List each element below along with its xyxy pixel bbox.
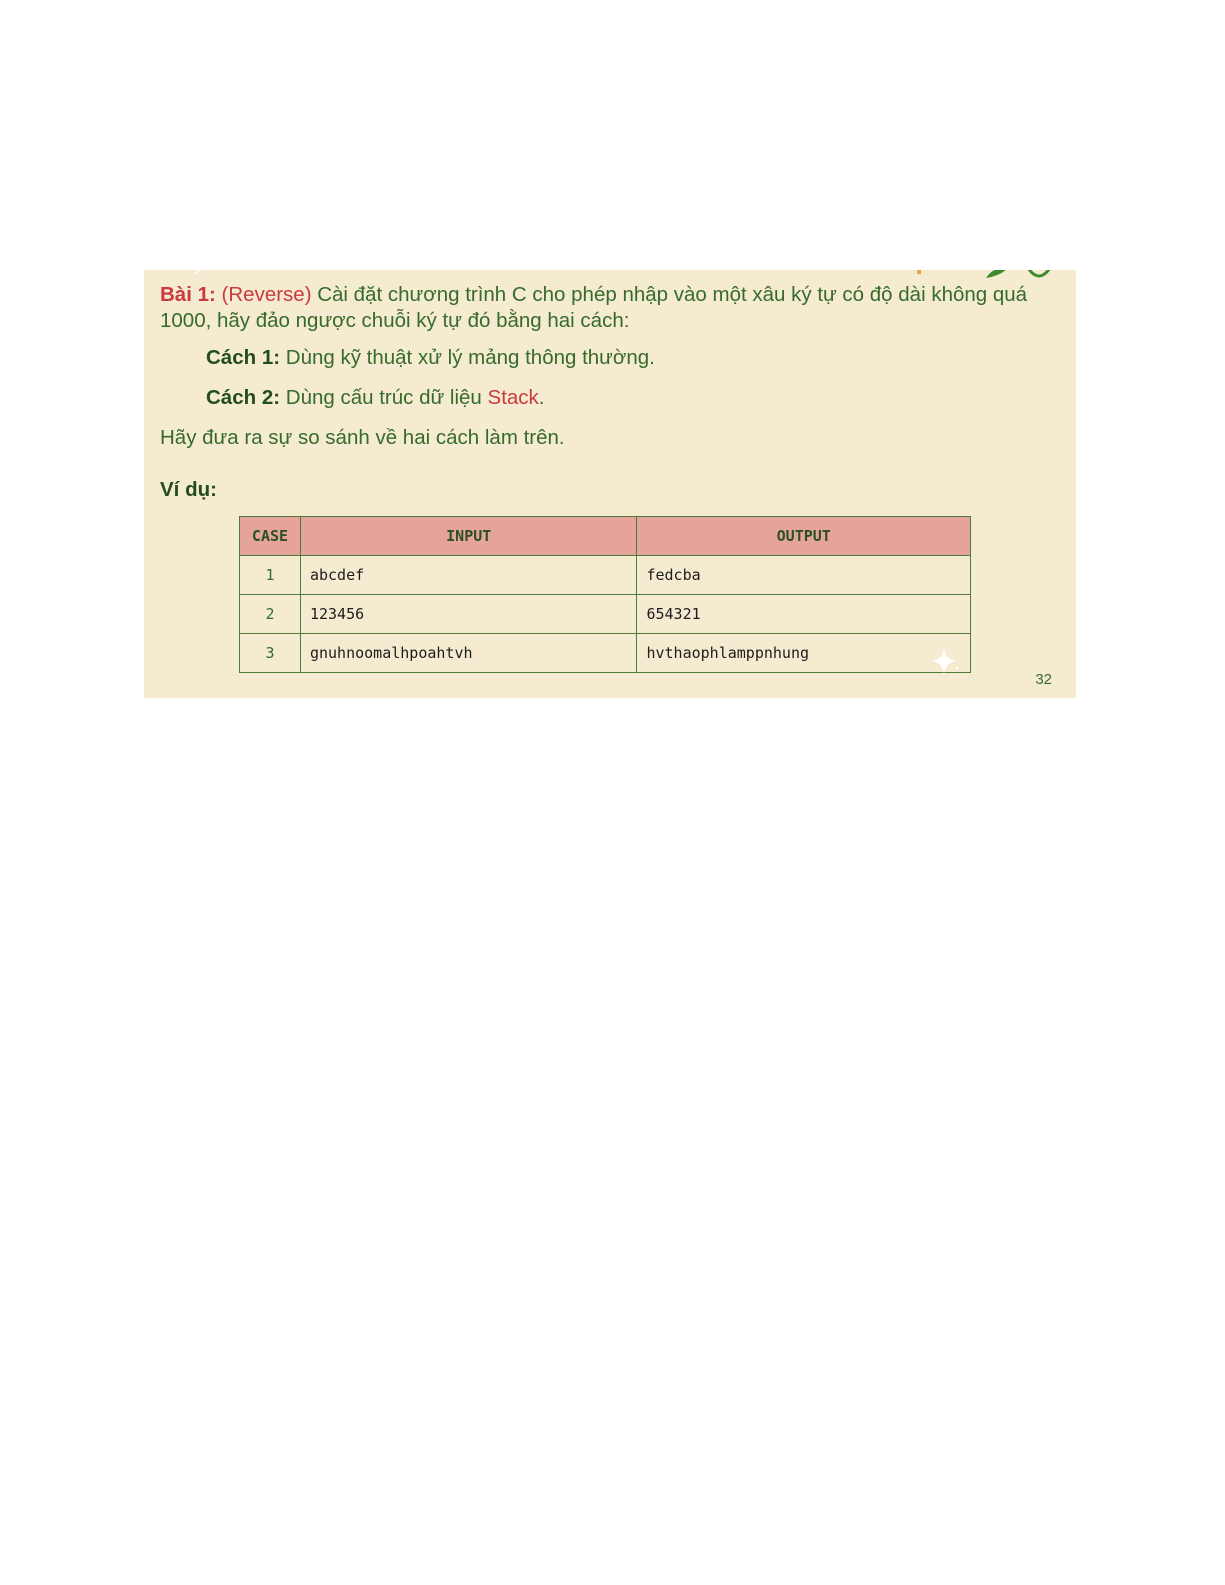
method-1 xyxy=(206,346,655,370)
header-input: INPUT xyxy=(300,517,637,556)
method-1-text: Dùng kỹ thuật xử lý mảng thông thường. xyxy=(280,346,655,369)
case-cell: 1 xyxy=(240,556,301,595)
page-number: 32 xyxy=(1035,671,1052,688)
table-row xyxy=(240,595,971,634)
circle-decoration-icon xyxy=(1024,270,1054,280)
slide xyxy=(144,270,1076,698)
example-label: Ví dụ: xyxy=(160,478,217,501)
table-row xyxy=(240,556,971,595)
compare-text: Hãy đưa ra sự so sánh về hai cách làm trên. xyxy=(160,426,565,449)
method-2 xyxy=(206,386,545,410)
table-row xyxy=(240,634,971,673)
method-2-highlight: Stack xyxy=(487,386,539,409)
header-output: OUTPUT xyxy=(637,517,971,556)
output-cell: 654321 xyxy=(637,595,971,634)
example-table xyxy=(239,516,971,673)
case-cell: 2 xyxy=(240,595,301,634)
input-cell: 123456 xyxy=(300,595,637,634)
leaf-icon xyxy=(194,270,204,275)
problem-number: Bài 1: xyxy=(160,283,216,306)
output-cell: hvthaophlamppnhung xyxy=(637,634,971,673)
case-cell: 3 xyxy=(240,634,301,673)
method-2-text: Dùng cấu trúc dữ liệu xyxy=(280,386,488,409)
problem-tag: (Reverse) xyxy=(221,283,312,306)
method-1-label: Cách 1: xyxy=(206,346,281,369)
output-cell: fedcba xyxy=(637,556,971,595)
problem-statement xyxy=(160,282,1060,334)
method-2-label: Cách 2: xyxy=(206,386,281,409)
input-cell: abcdef xyxy=(300,556,637,595)
leaf-icon xyxy=(914,270,924,276)
leaf-icon xyxy=(984,270,1014,280)
table-header-row xyxy=(240,517,971,556)
problem-text: Cài đặt chương trình C cho phép nhập vào một xâu ký tự có độ dài không quá 1000, hãy đảo ngược chuỗi ký tự đó bằng hai cách: xyxy=(160,283,1028,332)
sparkle-icon xyxy=(930,646,960,676)
method-2-suffix: . xyxy=(538,386,545,409)
header-case: CASE xyxy=(240,517,301,556)
input-cell: gnuhnoomalhpoahtvh xyxy=(300,634,637,673)
